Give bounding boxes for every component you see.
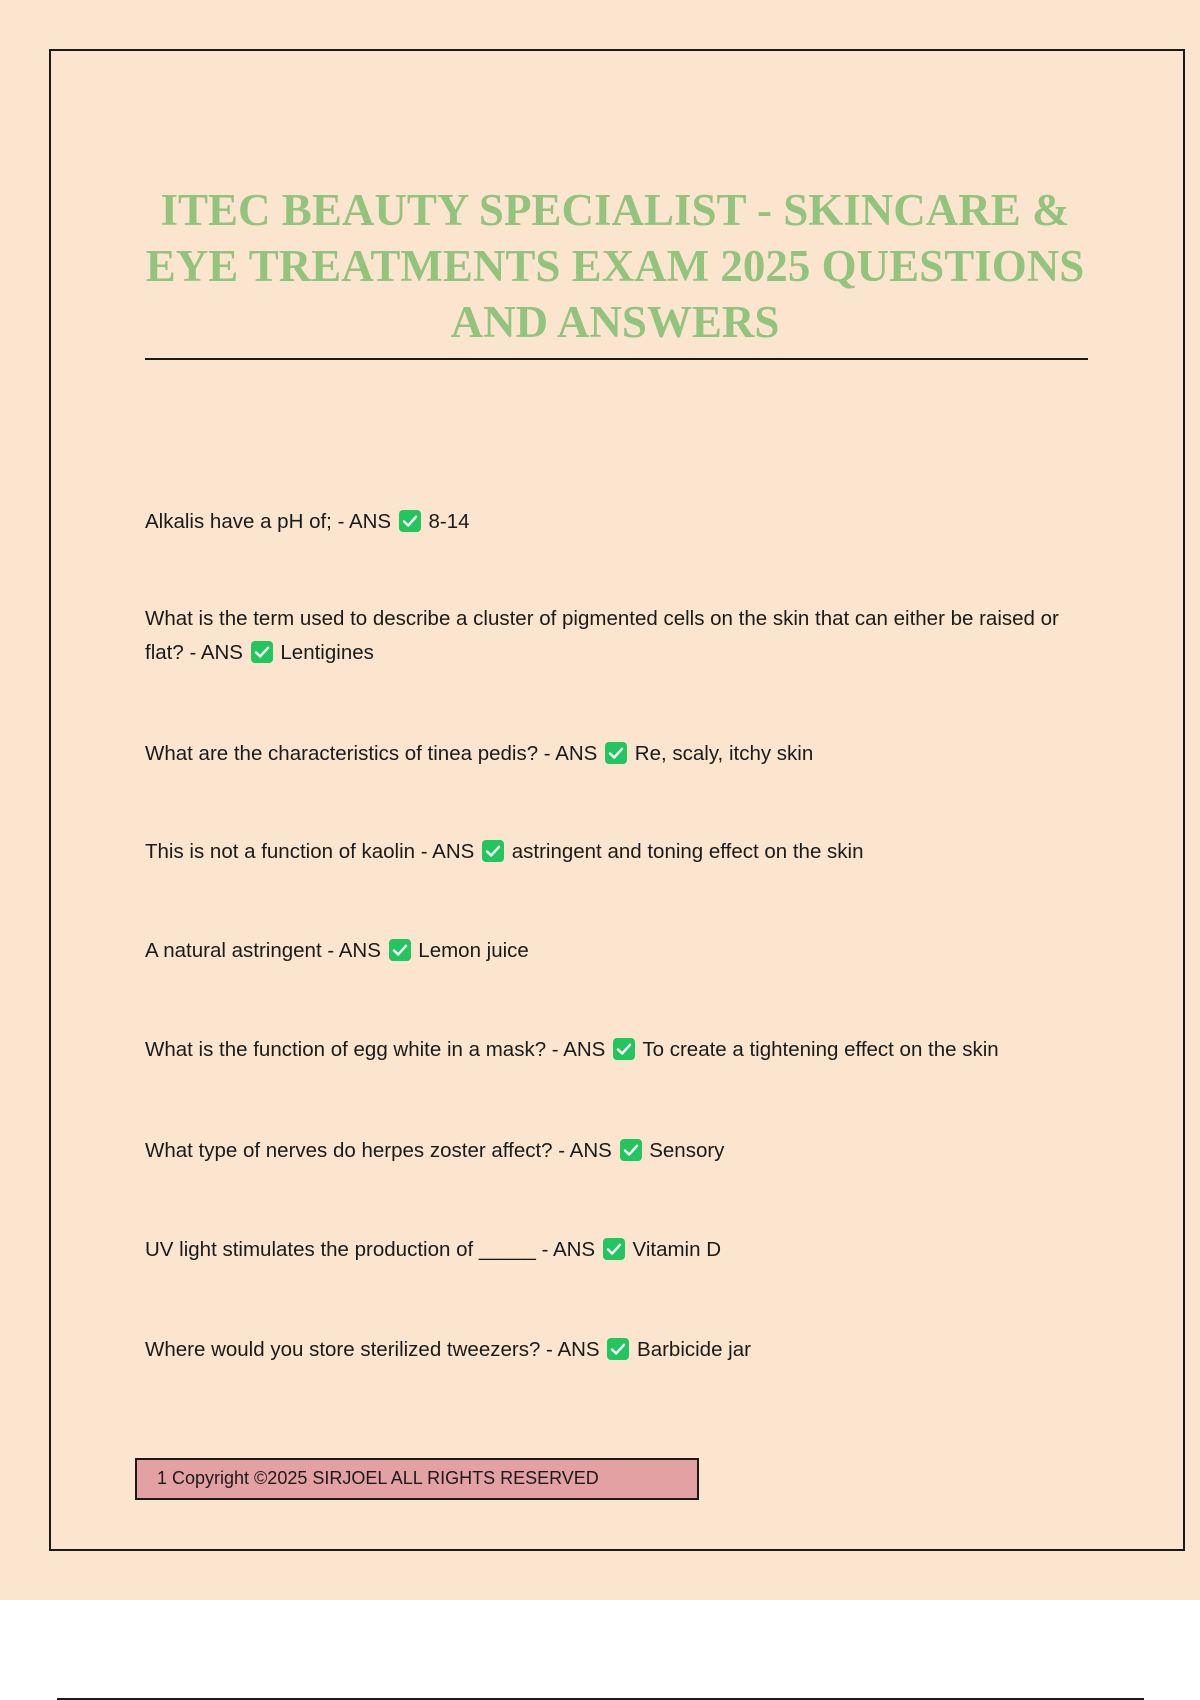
- copyright-footer: [135, 1458, 699, 1500]
- question-text: This is not a function of kaolin - ANS: [145, 840, 475, 863]
- check-mark-icon: [605, 742, 627, 764]
- document-title: ITEC BEAUTY SPECIALIST - SKINCARE & EYE TREATMENTS EXAM 2025 QUESTIONS AND ANSWERS: [145, 185, 1085, 347]
- answer-text: To create a tightening effect on the skin: [642, 1038, 999, 1061]
- check-mark-icon: [603, 1238, 625, 1260]
- qa-item: [145, 835, 1085, 869]
- question-text: What are the characteristics of tinea pedis? - ANS: [145, 742, 598, 765]
- qa-item: [145, 602, 1085, 670]
- answer-text: Sensory: [649, 1139, 725, 1162]
- question-text: UV light stimulates the production of _____ - ANS: [145, 1238, 596, 1261]
- question-text: What is the term used to describe a cluster of pigmented cells on the skin that can either be raised or flat? - ANS: [145, 607, 1059, 664]
- answer-text: astringent and toning effect on the skin: [511, 840, 864, 863]
- question-text: What is the function of egg white in a mask? - ANS: [145, 1038, 606, 1061]
- qa-item: [145, 1233, 1085, 1267]
- question-text: Where would you store sterilized tweezers? - ANS: [145, 1338, 600, 1361]
- check-mark-icon: [613, 1038, 635, 1060]
- qa-item: [145, 934, 1085, 968]
- answer-text: Lemon juice: [418, 939, 529, 962]
- answer-text: 8-14: [428, 510, 470, 533]
- answer-text: Re, scaly, itchy skin: [634, 742, 814, 765]
- check-mark-icon: [482, 840, 504, 862]
- check-mark-icon: [620, 1139, 642, 1161]
- question-text: What type of nerves do herpes zoster affect? - ANS: [145, 1139, 612, 1162]
- question-text: Alkalis have a pH of; - ANS: [145, 510, 392, 533]
- check-mark-icon: [607, 1338, 629, 1360]
- question-text: A natural astringent - ANS: [145, 939, 381, 962]
- answer-text: Vitamin D: [632, 1238, 722, 1261]
- copyright-text: 1 Copyright ©2025 SIRJOEL ALL RIGHTS RESERVED: [157, 1468, 599, 1488]
- check-mark-icon: [389, 939, 411, 961]
- qa-item: [145, 1134, 1085, 1168]
- check-mark-icon: [399, 510, 421, 532]
- qa-item: [145, 505, 1085, 539]
- answer-text: Lentigines: [280, 641, 374, 664]
- answer-text: Barbicide jar: [637, 1338, 751, 1361]
- check-mark-icon: [251, 641, 273, 663]
- qa-item: [145, 737, 1085, 771]
- title-underline: [145, 358, 1088, 360]
- qa-item: [145, 1333, 1085, 1367]
- qa-item: [145, 1033, 1085, 1067]
